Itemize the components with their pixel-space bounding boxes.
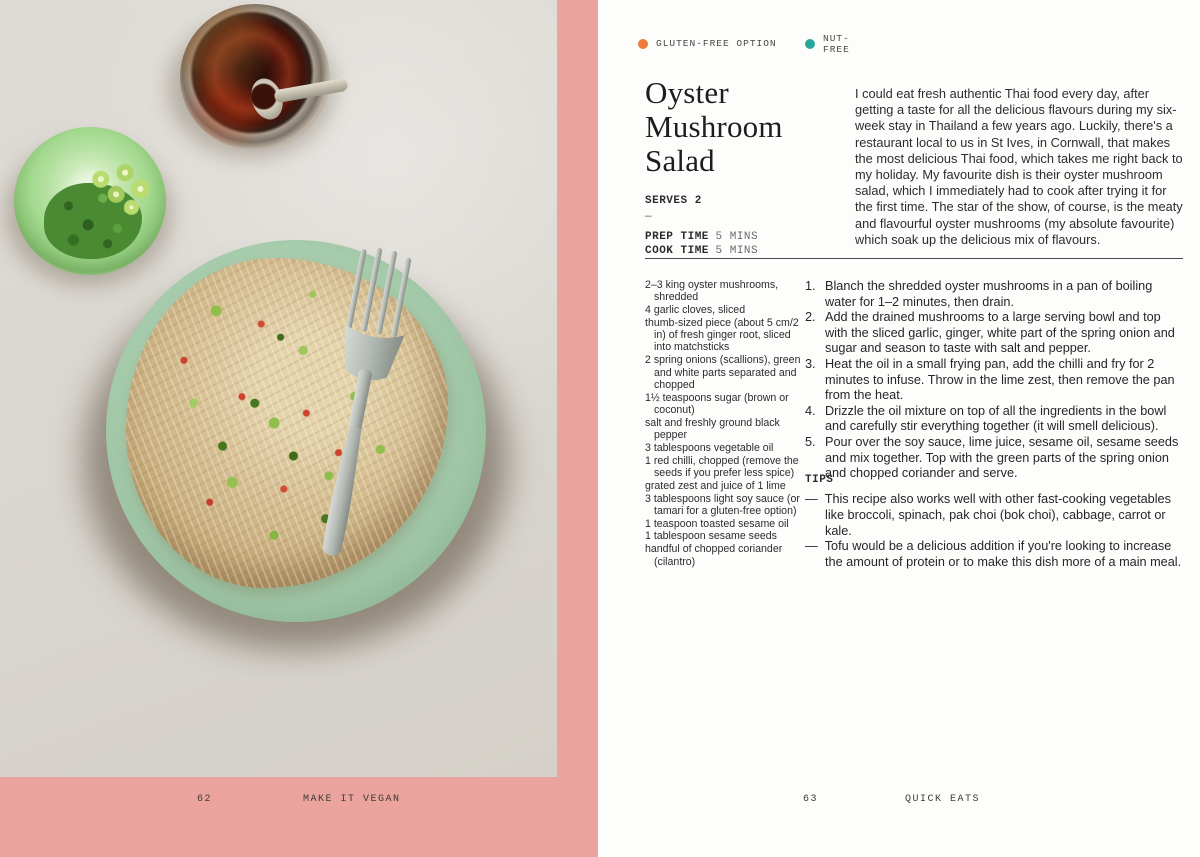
step-text: Add the drained mushrooms to a large serving bowl and top with the sliced garlic, ginger, white part of the spring onion and sugar and season to taste with salt and pepper. xyxy=(825,310,1175,356)
step-number: 2. xyxy=(805,310,816,325)
recipe-title-line: Oyster xyxy=(645,75,729,110)
page-number-right: 63 xyxy=(803,794,819,805)
ingredient: 1½ teaspoons sugar (brown or coconut) xyxy=(645,391,789,416)
step-text: Pour over the soy sauce, lime juice, sesame oil, sesame seeds and mix together. Top with the green parts of the spring onion and chopped coriander and serve. xyxy=(825,434,1179,481)
diet-tags xyxy=(638,32,850,55)
ingredient: salt and freshly ground black pepper xyxy=(645,416,780,442)
ingredient: 3 tablespoons light soy sauce (or tamari for a gluten-free option) xyxy=(645,492,800,517)
cook-time-value: 5 MINS xyxy=(715,245,759,257)
step xyxy=(805,357,1185,404)
method-steps xyxy=(805,279,1185,482)
tips-list xyxy=(805,492,1187,571)
ingredient: 1 tablespoon sesame seeds xyxy=(645,530,777,543)
cook-time-label: COOK TIME xyxy=(645,245,709,257)
tip-text: This recipe also works well with other fast-cooking vegetables like broccoli, spinach, pak choi (bok choi), cabbage, carrot or kale. xyxy=(824,492,1171,538)
orange-dot-icon xyxy=(638,39,648,49)
tag-label: GLUTEN-FREE OPTION xyxy=(656,38,777,49)
left-page xyxy=(0,0,598,857)
step xyxy=(805,279,1185,310)
chapter-label-left: MAKE IT VEGAN xyxy=(303,794,401,805)
tip-text: Tofu would be a delicious addition if you're looking to increase the amount of protein or to make this dish more of a main meal. xyxy=(824,539,1182,570)
step xyxy=(805,404,1185,435)
recipe-title-line: Salad xyxy=(645,143,715,178)
prep-time xyxy=(645,231,758,244)
ingredient: 2 spring onions (scallions), green and white parts separated and chopped xyxy=(645,354,801,391)
herb-bowl xyxy=(14,127,166,275)
prep-time-label: PREP TIME xyxy=(645,231,709,243)
step-number: 3. xyxy=(805,356,816,371)
recipe-meta xyxy=(645,195,758,258)
teal-dot-icon xyxy=(805,39,815,49)
ingredient: thumb-sized piece (about 5 cm/2 in) of fresh ginger root, sliced into matchsticks xyxy=(645,316,799,354)
ingredient: handful of chopped coriander (cilantro) xyxy=(645,543,783,568)
ingredient: 4 garlic cloves, sliced xyxy=(645,304,746,317)
step-number: 4. xyxy=(805,403,816,418)
step-text: Blanch the shredded oyster mushrooms in a pan of boiling water for 1–2 minutes, then drain. xyxy=(825,279,1153,309)
tip-dash: — xyxy=(805,492,818,506)
tip xyxy=(805,539,1187,571)
tea-glass xyxy=(180,4,330,150)
tips-heading: TIPS xyxy=(805,474,834,486)
ingredient: 1 red chilli, chopped (remove the seeds if you prefer less spice) xyxy=(645,454,799,479)
cook-time xyxy=(645,245,758,258)
prep-time-value: 5 MINS xyxy=(715,231,759,243)
step xyxy=(805,310,1185,357)
meta-divider: — xyxy=(645,211,652,223)
step-number: 5. xyxy=(805,434,816,449)
ingredient: 3 tablespoons vegetable oil xyxy=(645,441,774,454)
tip-dash: — xyxy=(805,539,818,554)
tag-label: NUT-FREE xyxy=(823,32,850,55)
tag-nut-free xyxy=(805,33,850,55)
recipe-intro: I could eat fresh authentic Thai food every day, after getting a taste for all the delicious flavours during my six-week stay in Thailand a few years ago. Luckily, there's a restaurant local to us in St Ives, in Cornwall, that makes the most delicious Thai food, which takes me right back to my holiday. My favourite dish is their oyster mushroom salad, which I immediately had to cook after trying it for the first time. The star of the show, of course, is the meaty and flavourful oyster mushrooms (my absolute favourite) which soak up the delicious mix of flavours. xyxy=(855,86,1183,247)
step-number: 1. xyxy=(805,279,816,293)
spring-onion-slices xyxy=(88,163,152,217)
right-page xyxy=(598,0,1200,857)
step xyxy=(805,435,1185,482)
page-number-left: 62 xyxy=(197,794,213,805)
step-text: Heat the oil in a small frying pan, add the chilli and fry for 2 minutes to infuse. Throw in the lime zest, then remove the pan from the heat. xyxy=(825,356,1175,403)
ingredient: 2–3 king oyster mushrooms, shredded xyxy=(645,279,779,304)
chapter-label-right: QUICK EATS xyxy=(905,794,981,805)
tag-gluten-free-option xyxy=(638,38,777,49)
recipe-title xyxy=(645,76,783,178)
ingredient: 1 teaspoon toasted sesame oil xyxy=(645,517,789,530)
dish-photo xyxy=(0,0,557,777)
serves-value: SERVES 2 xyxy=(645,195,702,207)
ingredient: grated zest and juice of 1 lime xyxy=(645,479,786,492)
ingredients-list xyxy=(645,279,805,568)
step-text: Drizzle the oil mixture on top of all the ingredients in the bowl and carefully stir everything together (it will smell delicious). xyxy=(825,403,1167,434)
glass-sheen xyxy=(180,4,330,150)
section-divider xyxy=(645,258,1183,259)
recipe-title-line: Mushroom xyxy=(645,109,783,144)
tip xyxy=(805,492,1187,539)
